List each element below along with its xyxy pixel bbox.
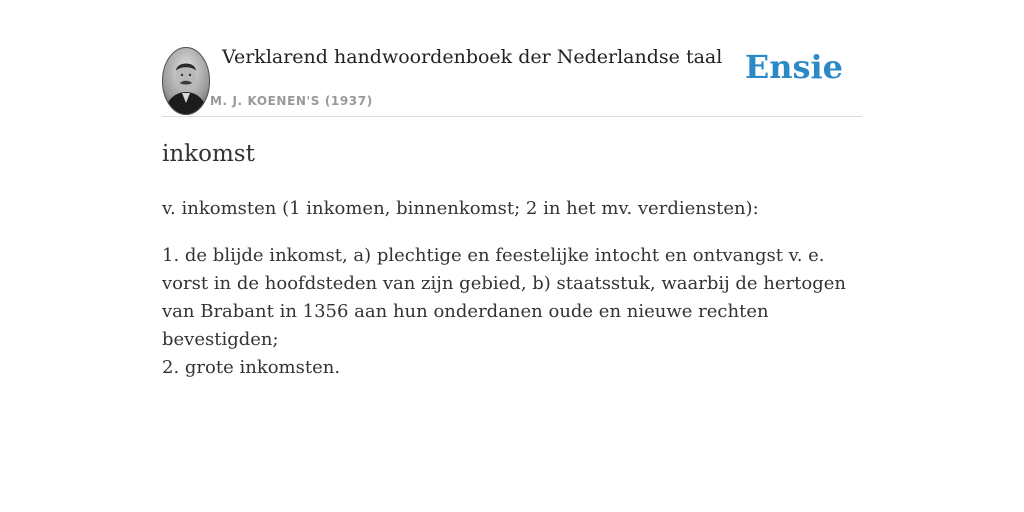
entry-headword: inkomst <box>162 141 255 167</box>
definition-item: 2. grote inkomsten. <box>162 357 341 378</box>
definition-item: 1. de blijde inkomst, a) plechtige en feestelijke intocht en ontvangst v. e. vorst in de hoofdsteden van zijn gebied, b) staatsstuk, waarbij de hertogen van Brabant in 1356 aan hun onderdanen oude en nieuwe rechten bevestigden; <box>162 245 846 350</box>
dictionary-title-link[interactable]: Verklarend handwoordenboek der Nederlandse taal <box>222 46 723 68</box>
entry-grammar: v. inkomsten (1 inkomen, binnenkomst; 2 in het mv. verdiensten): <box>162 198 759 219</box>
dictionary-header <box>162 44 862 117</box>
entry-definitions <box>162 242 862 382</box>
entry-content <box>162 136 862 382</box>
author-label: M. J. KOENEN'S (1937) <box>210 94 373 108</box>
author-portrait-icon <box>162 47 210 115</box>
ensie-logo-link[interactable]: Ensie <box>744 48 843 86</box>
